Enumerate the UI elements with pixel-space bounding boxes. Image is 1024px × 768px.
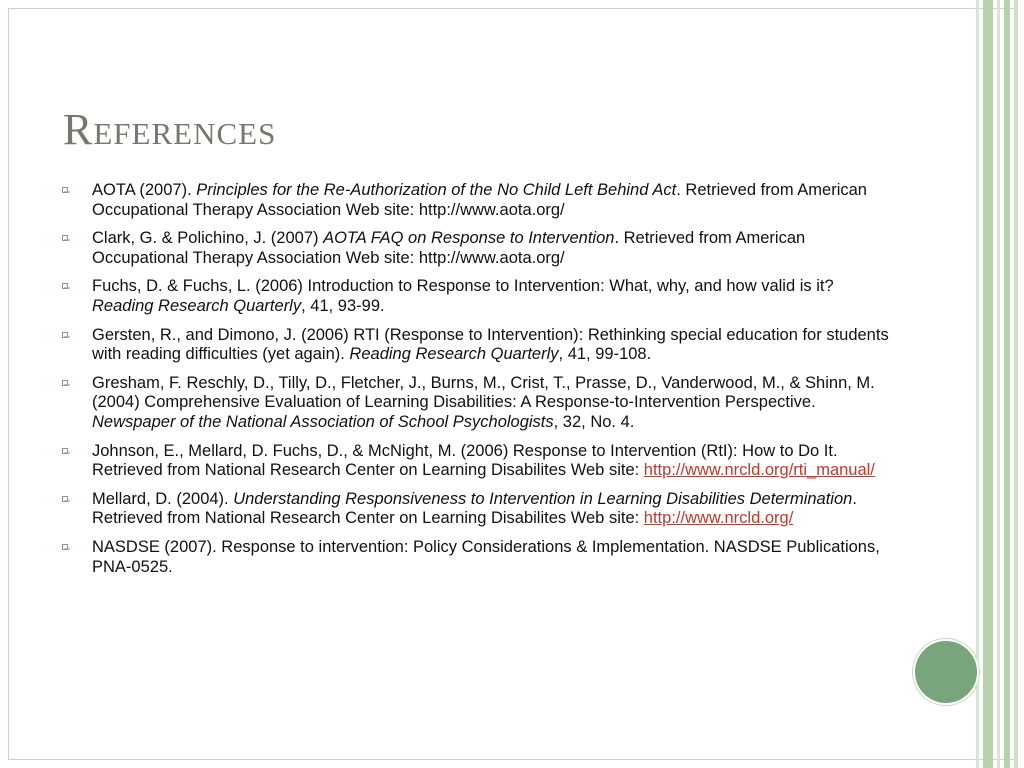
- reference-title: Newspaper of the National Association of School Psychologists: [92, 412, 554, 431]
- reference-text: . Retrieved from National Research Center on Learning Disabilites Web site:: [92, 489, 857, 528]
- square-bullet-icon: [62, 380, 68, 386]
- decorative-stripe: [997, 0, 1000, 768]
- square-bullet-icon: [62, 496, 68, 502]
- reference-title: Understanding Responsiveness to Intervention in Learning Disabilities Determination: [233, 489, 853, 508]
- square-bullet-icon: [62, 544, 68, 550]
- reference-text: Fuchs, D. & Fuchs, L. (2006) Introduction to Response to Intervention: What, why, and how valid is it?: [92, 277, 834, 296]
- decorative-stripe: [976, 0, 979, 768]
- reference-item: [62, 442, 892, 481]
- reference-text: Mellard, D. (2004).: [92, 489, 234, 508]
- nrcld-link[interactable]: http://www.nrcld.org/: [643, 509, 794, 528]
- reference-text: , 41, 93-99.: [301, 296, 385, 315]
- reference-item: [62, 538, 892, 577]
- reference-text: Gresham, F. Reschly, D., Tilly, D., Fletcher, J., Burns, M., Crist, T., Prasse, D., Vanderwood, M., & Shinn, M. (2004) Comprehensive Evaluation of Learning Disabilities: A Response-to-Intervention Perspective.: [92, 373, 875, 412]
- reference-text: Gersten, R., and Dimono, J. (2006) RTI (Response to Intervention): Rethinking special education for students with reading difficulties (yet again).: [92, 325, 889, 364]
- reference-item: [62, 181, 892, 220]
- reference-list: [62, 181, 892, 586]
- decorative-circle: [913, 639, 979, 705]
- reference-text: Clark, G. & Polichino, J. (2007): [92, 229, 324, 248]
- reference-item: [62, 277, 892, 316]
- reference-title: Principles for the Re-Authorization of the No Child Left Behind Act: [196, 181, 677, 199]
- slide-title: References: [63, 105, 277, 154]
- reference-text: , 32, No. 4.: [553, 412, 635, 431]
- reference-text: , 41, 99-108.: [558, 345, 652, 364]
- reference-title: Reading Research Quarterly: [92, 296, 302, 315]
- rti-manual-link[interactable]: http://www.nrcld.org/rti_manual/: [643, 461, 875, 480]
- reference-text: NASDSE (2007). Response to intervention: Policy Considerations & Implementation. NASDSE Publications, PNA-0525.: [92, 537, 880, 576]
- reference-item: [62, 374, 892, 433]
- square-bullet-icon: [62, 235, 68, 241]
- square-bullet-icon: [62, 448, 68, 454]
- square-bullet-icon: [62, 283, 68, 289]
- reference-item: [62, 326, 892, 365]
- square-bullet-icon: [62, 187, 68, 193]
- decorative-stripe: [1014, 0, 1018, 768]
- reference-text: Johnson, E., Mellard, D. Fuchs, D., & McNight, M. (2006) Response to Intervention (RtI): How to Do It. Retrieved from National Research Center on Learning Disabilites Web site:: [92, 441, 838, 480]
- reference-text: AOTA (2007).: [92, 181, 197, 199]
- decorative-stripe: [1004, 0, 1010, 768]
- square-bullet-icon: [62, 332, 68, 338]
- reference-item: [62, 490, 892, 529]
- decorative-stripe: [983, 0, 993, 768]
- reference-title: Reading Research Quarterly: [349, 345, 559, 364]
- reference-text: . Retrieved from American Occupational Therapy Association Web site: http://www.aota.org/: [92, 229, 806, 267]
- reference-item: [62, 229, 892, 268]
- reference-text: . Retrieved from American Occupational Therapy Association Web site: http://www.aota.org/: [92, 181, 867, 219]
- reference-title: AOTA FAQ on Response to Intervention: [323, 229, 615, 248]
